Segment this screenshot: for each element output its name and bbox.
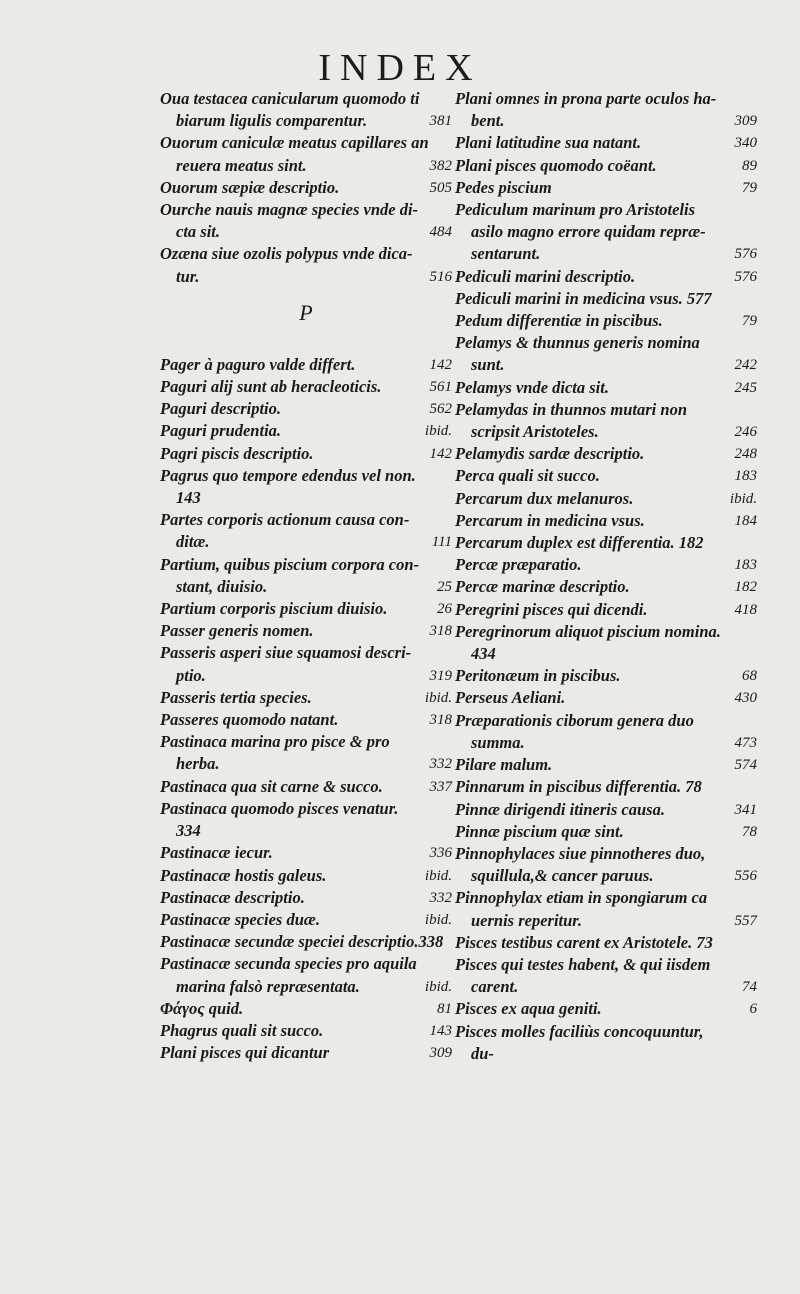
entry-text: Passeres quomodo natant. — [160, 710, 339, 730]
page-number: 242 — [734, 357, 757, 374]
page-number: 340 — [734, 135, 757, 152]
index-entry — [160, 177, 452, 199]
index-entry — [455, 621, 757, 665]
page-title: INDEX — [318, 47, 482, 89]
page-number: 78 — [742, 823, 757, 840]
entry-text: Pinnarum in piscibus differentia. 78 — [455, 777, 702, 797]
index-entry — [455, 932, 757, 954]
entry-text: Pagrus quo tempore edendus vel non. — [160, 465, 416, 485]
index-entry — [160, 931, 452, 953]
index-entry — [455, 510, 757, 532]
entry-text: Percæ marinæ descriptio. — [455, 577, 630, 597]
entry-text: 334 — [176, 821, 201, 841]
page-number: 505 — [429, 179, 452, 196]
index-entry — [160, 887, 452, 909]
index-entry — [160, 199, 452, 243]
index-entry — [455, 332, 757, 376]
index-entry — [455, 843, 757, 887]
entry-text: 434 — [471, 644, 496, 664]
index-entry — [455, 1021, 757, 1065]
entry-text: Perseus Aeliani. — [455, 688, 566, 708]
page-number: 111 — [431, 534, 452, 551]
page-number: 332 — [429, 756, 452, 773]
entry-text: Pinnophylax etiam in spongiarum ca — [455, 888, 708, 908]
entry-text: reuera meatus sint. — [176, 155, 307, 175]
entry-text: asilo magno errore quidam repræ- — [471, 222, 706, 242]
index-entry — [160, 1042, 452, 1064]
entry-text: sunt. — [471, 355, 505, 375]
entry-text: Pastinacæ hostis galeus. — [160, 865, 327, 885]
page-number: 79 — [742, 179, 757, 196]
index-entry — [455, 199, 757, 266]
page-number: 309 — [429, 1045, 452, 1062]
entry-text: Passeris asperi siue squamosi descri- — [160, 643, 412, 663]
page-number: 418 — [734, 601, 757, 618]
entry-text: Plani latitudine sua natant. — [455, 133, 642, 153]
entry-text: Ozæna siue ozolis polypus vnde dica- — [160, 244, 413, 264]
index-entry — [455, 954, 757, 998]
entry-text: Pastinaca quomodo pisces venatur. — [160, 798, 399, 818]
entry-text: Pinnæ piscium quæ sint. — [455, 821, 624, 841]
page-number: 248 — [734, 446, 757, 463]
index-entry — [455, 754, 757, 776]
page-number: 332 — [429, 889, 452, 906]
index-entry — [455, 443, 757, 465]
page-number: 382 — [429, 157, 452, 174]
page-number: 6 — [749, 1001, 757, 1018]
entry-text: Pedes piscium — [455, 177, 552, 197]
index-entry — [455, 821, 757, 843]
right-column — [455, 88, 757, 1065]
entry-text: Plani pisces qui dicantur — [160, 1043, 330, 1063]
entry-text: Percarum duplex est differentia. 182 — [455, 533, 704, 553]
section-letter: P — [299, 299, 313, 325]
entry-text: Ouorum caniculæ meatus capillares an — [160, 133, 429, 153]
index-entry — [455, 465, 757, 487]
page-number: 381 — [429, 113, 452, 130]
entry-text: squillula,& cancer paruus. — [471, 866, 654, 886]
entry-text: Pediculi marini descriptio. — [455, 266, 636, 286]
entry-text: Pisces qui testes habent, & qui iisdem — [455, 954, 711, 974]
index-entry — [455, 665, 757, 687]
page-number: 183 — [734, 468, 757, 485]
entry-text: Plani omnes in prona parte oculos ha- — [455, 89, 717, 108]
entry-text: Φάγος quid. — [160, 998, 244, 1018]
entry-text: Pisces ex aqua geniti. — [455, 999, 602, 1019]
entry-text: bent. — [471, 111, 505, 131]
entry-text: Pinnophylaces siue pinnotheres duo, — [455, 843, 706, 863]
entry-text: Partium corporis piscium diuisio. — [160, 599, 388, 619]
index-entry — [160, 243, 452, 287]
entry-text: Pastinacæ secundæ speciei descriptio.338 — [160, 932, 444, 952]
entry-text: Peregrini pisces qui dicendi. — [455, 599, 648, 619]
index-entry — [160, 731, 452, 775]
page-number: ibid. — [424, 867, 452, 884]
page-number: 557 — [734, 912, 757, 929]
entry-text: marina falsò repræsentata. — [176, 976, 360, 996]
index-entry — [160, 953, 452, 997]
entry-text: Pelamydis sardæ descriptio. — [455, 444, 645, 464]
entry-text: Pastinacæ iecur. — [160, 843, 273, 863]
page-number: ibid. — [424, 978, 452, 995]
entry-text: Pagri piscis descriptio. — [160, 443, 314, 463]
page-number: 245 — [734, 379, 757, 396]
index-entry — [160, 1020, 452, 1042]
page-number: 341 — [734, 801, 757, 818]
index-entry — [160, 709, 452, 731]
index-entry — [455, 776, 757, 798]
entry-text: Partes corporis actionum causa con- — [160, 510, 410, 530]
index-entry — [455, 710, 757, 754]
page-number: 516 — [429, 268, 452, 285]
entry-text: du- — [471, 1043, 494, 1063]
index-entry — [455, 155, 757, 177]
page-number: 318 — [429, 623, 452, 640]
entry-text: Pelamys vnde dicta sit. — [455, 377, 609, 397]
page-number: ibid. — [424, 689, 452, 706]
index-entry — [455, 554, 757, 576]
entry-text: Pastinacæ descriptio. — [160, 887, 305, 907]
index-entry — [160, 354, 452, 376]
entry-text: Percæ præparatio. — [455, 555, 582, 575]
entry-text: Peritonæum in piscibus. — [455, 666, 621, 686]
index-entry — [455, 132, 757, 154]
entry-text: stant, diuisio. — [176, 576, 268, 596]
index-entry — [455, 288, 757, 310]
entry-text: biarum ligulis comparentur. — [176, 111, 368, 131]
index-entry — [455, 532, 757, 554]
page-number: 337 — [429, 778, 452, 795]
entry-text: tur. — [176, 266, 200, 286]
page-number: 576 — [734, 246, 757, 263]
page-number: 142 — [429, 356, 452, 373]
entry-text: Perca quali sit succo. — [455, 466, 600, 486]
index-entry — [160, 398, 452, 420]
entry-text: 143 — [176, 488, 201, 508]
index-entry — [455, 88, 757, 132]
index-entry — [455, 599, 757, 621]
entry-text: Phagrus quali sit succo. — [160, 1020, 324, 1040]
page-number: 430 — [734, 690, 757, 707]
entry-text: Percarum dux melanuros. — [455, 488, 634, 508]
page-number: 319 — [429, 667, 452, 684]
entry-text: Oua testacea canicularum quomodo ti — [160, 89, 420, 108]
entry-text: Passer generis nomen. — [160, 621, 314, 641]
index-entry — [160, 687, 452, 709]
index-entry — [160, 598, 452, 620]
entry-text: Pastinacæ species duæ. — [160, 909, 320, 929]
entry-text: Pelamydas in thunnos mutari non — [455, 399, 687, 419]
page-number: 26 — [437, 601, 452, 618]
page-number: 318 — [429, 712, 452, 729]
page-number: 576 — [734, 268, 757, 285]
index-entry — [160, 909, 452, 931]
index-entry — [455, 887, 757, 931]
page-number: 574 — [734, 757, 757, 774]
entry-text: Pisces molles faciliùs concoquuntur, — [455, 1021, 704, 1041]
left-column — [160, 88, 452, 1064]
page-number: 184 — [734, 512, 757, 529]
index-entry — [160, 642, 452, 686]
index-entry — [160, 998, 452, 1020]
entry-text: Pager à paguro valde differt. — [160, 354, 356, 374]
index-entry — [455, 310, 757, 332]
entry-text: Plani pisces quomodo coëant. — [455, 155, 657, 175]
index-entry — [160, 798, 452, 842]
page-number: 246 — [734, 424, 757, 441]
entry-text: scripsit Aristoteles. — [471, 422, 599, 442]
entry-text: carent. — [471, 977, 519, 997]
index-entry — [455, 576, 757, 598]
page-number: 183 — [734, 557, 757, 574]
entry-text: Præparationis ciborum genera duo — [455, 710, 694, 730]
index-entry — [160, 465, 452, 509]
entry-text: Pastinaca marina pro pisce & pro — [160, 732, 390, 752]
entry-text: Pisces testibus carent ex Aristotele. 73 — [455, 932, 713, 952]
page-number: 79 — [742, 313, 757, 330]
index-entry — [455, 998, 757, 1020]
index-entry — [455, 177, 757, 199]
index-entry — [160, 376, 452, 398]
page-number: 142 — [429, 445, 452, 462]
page-number: ibid. — [424, 911, 452, 928]
page-number: 81 — [437, 1000, 452, 1017]
page-number: 143 — [429, 1022, 452, 1039]
page-number: 556 — [734, 868, 757, 885]
entry-text: Pilare malum. — [455, 755, 553, 775]
entry-text: cta sit. — [176, 222, 220, 242]
index-entry — [160, 865, 452, 887]
index-entry — [455, 687, 757, 709]
entry-text: Paguri alij sunt ab heracleoticis. — [160, 377, 382, 397]
page-number: 562 — [429, 401, 452, 418]
index-entry — [160, 509, 452, 553]
index-entry — [160, 420, 452, 442]
page-number: 561 — [429, 379, 452, 396]
index-entry — [160, 554, 452, 598]
index-entry — [455, 488, 757, 510]
index-entry — [160, 88, 452, 132]
page-number: 309 — [734, 113, 757, 130]
entry-text: summa. — [471, 732, 525, 752]
entry-text: Pelamys & thunnus generis nomina — [455, 333, 700, 353]
entry-text: ptio. — [176, 665, 206, 685]
index-entry — [160, 132, 452, 176]
entry-text: Pinnæ dirigendi itineris causa. — [455, 799, 665, 819]
entry-text: herba. — [176, 754, 220, 774]
index-entry — [160, 443, 452, 465]
index-entry — [455, 266, 757, 288]
entry-text: Pedum differentiæ in piscibus. — [455, 311, 663, 331]
entry-text: Peregrinorum aliquot piscium nomina. — [455, 621, 721, 641]
page-number: 484 — [429, 224, 452, 241]
entry-text: Passeris tertia species. — [160, 687, 312, 707]
index-entry — [455, 799, 757, 821]
page-number: ibid. — [424, 423, 452, 440]
index-entry — [455, 377, 757, 399]
entry-text: Paguri descriptio. — [160, 399, 282, 419]
entry-text: Percarum in medicina vsus. — [455, 510, 645, 530]
entry-text: Pediculi marini in medicina vsus. 577 — [455, 288, 712, 308]
page-number: ibid. — [729, 490, 757, 507]
entry-text: ditæ. — [176, 532, 210, 552]
index-entry — [455, 399, 757, 443]
index-entry — [160, 620, 452, 642]
entry-text: sentarunt. — [471, 244, 541, 264]
page-number: 182 — [734, 579, 757, 596]
entry-text: Pastinacæ secunda species pro aquila — [160, 954, 417, 974]
entry-text: Partium, quibus piscium corpora con- — [160, 554, 419, 574]
page-number: 25 — [437, 578, 452, 595]
page-number: 336 — [429, 845, 452, 862]
page-number: 473 — [734, 734, 757, 751]
entry-text: Ouorum sæpiæ descriptio. — [160, 177, 340, 197]
index-entry — [160, 776, 452, 798]
page-number: 68 — [742, 668, 757, 685]
entry-text: Paguri prudentia. — [160, 421, 282, 441]
page-number: 74 — [742, 979, 757, 996]
entry-text: Pastinaca qua sit carne & succo. — [160, 776, 383, 796]
entry-text: uernis reperitur. — [471, 910, 582, 930]
entry-text: Ourche nauis magnæ species vnde di- — [160, 200, 419, 220]
entry-text: Pediculum marinum pro Aristotelis — [455, 200, 696, 220]
page-number: 89 — [742, 157, 757, 174]
index-entry — [160, 842, 452, 864]
